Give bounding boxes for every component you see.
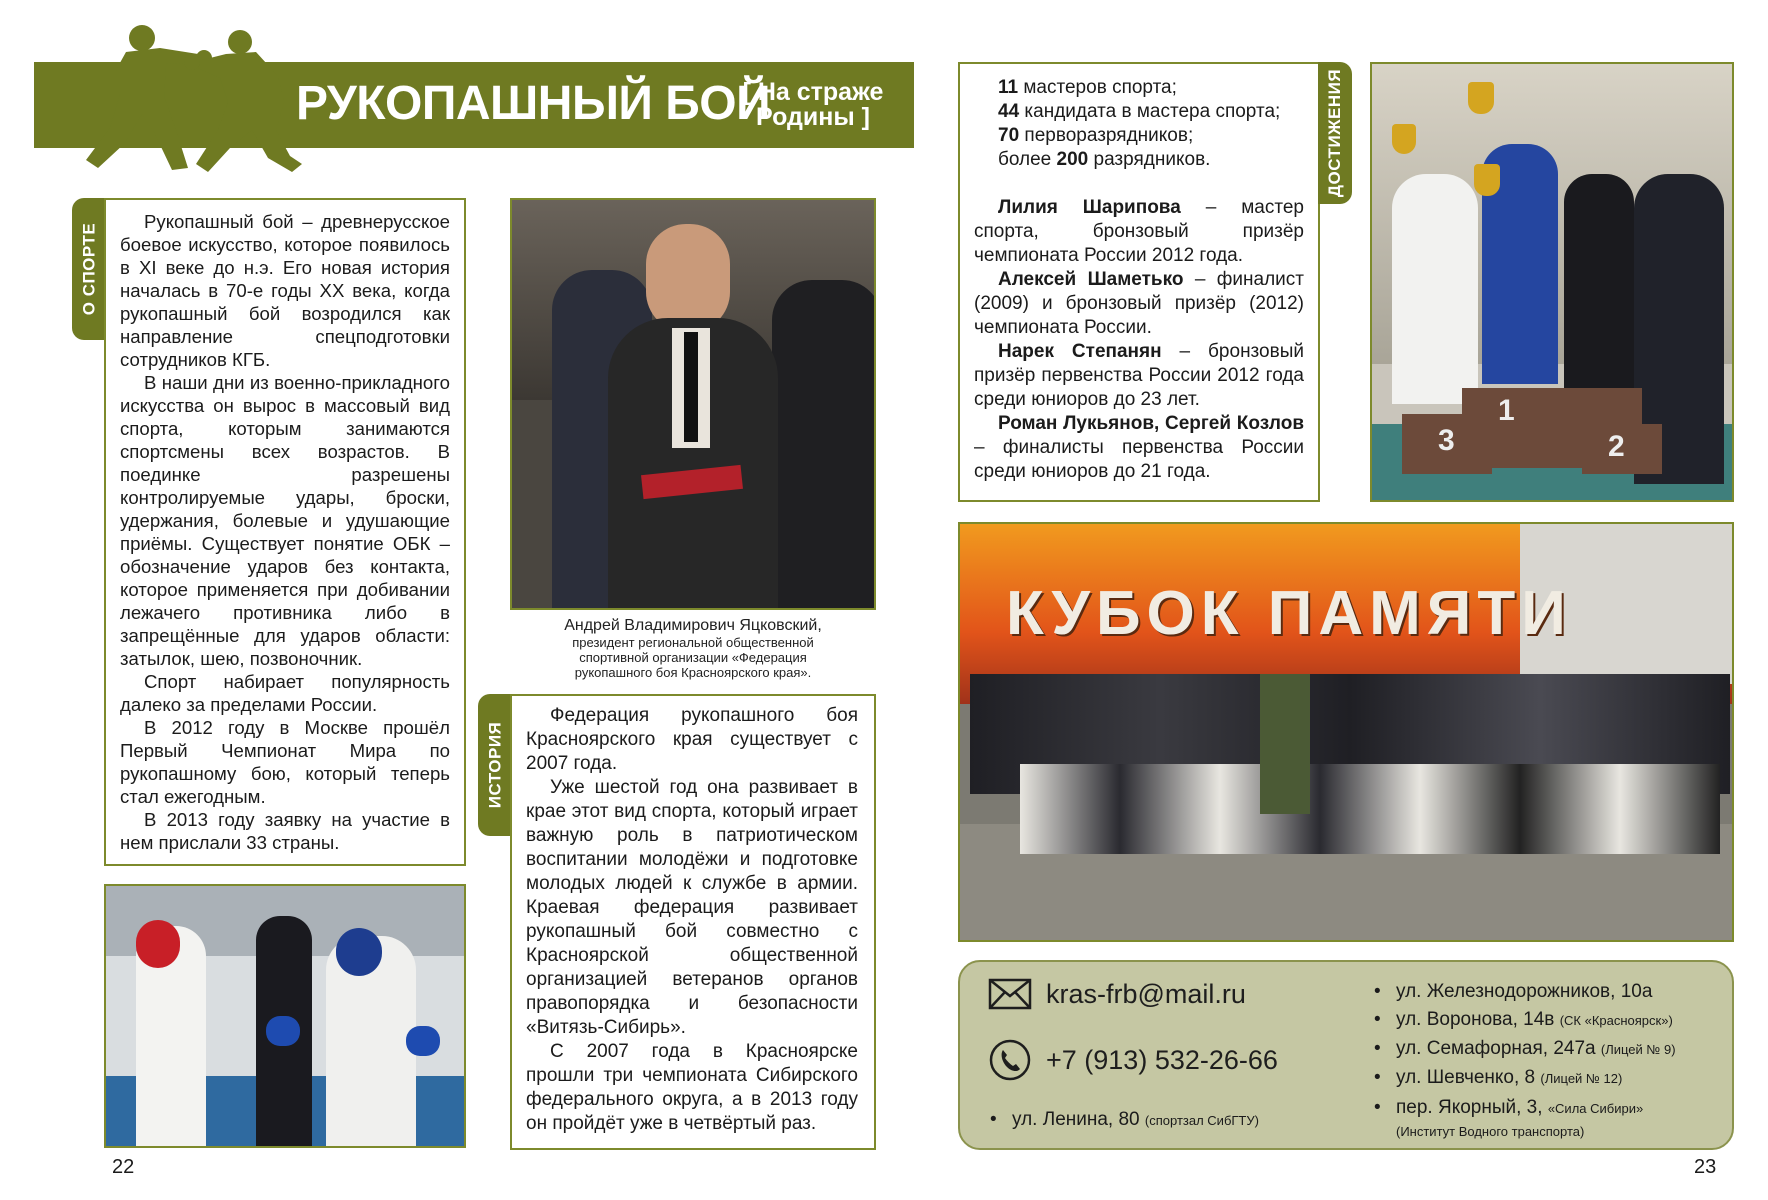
address-note: (спортзал СибГТУ) <box>1144 1113 1259 1128</box>
stat-text: мастеров спорта; <box>1018 77 1177 98</box>
email-row[interactable] <box>988 978 1246 1010</box>
athlete-desc: – бронзовый призёр первенства России 2012 года среди юниоров до 23 лет. <box>974 341 1304 410</box>
athletes-list <box>974 196 1304 484</box>
stat-text: кандидата в мастера спорта; <box>1019 101 1281 122</box>
address-item <box>1374 1064 1724 1093</box>
address-main: ул. Шевченко, 8 <box>1396 1067 1536 1088</box>
athlete-desc: – финалист (2009) и бронзовый призёр (2012) чемпионата России. <box>974 269 1304 338</box>
team-photo <box>958 522 1734 942</box>
athlete-item <box>974 412 1304 484</box>
tab-history-label: ИСТОРИЯ <box>485 721 505 809</box>
address-note: (Институт Водного транспорта) <box>1396 1124 1585 1139</box>
history-paragraph: Федерация рукопашного боя Красноярского края существует с 2007 года. <box>526 705 858 774</box>
address-note: (СК «Красноярск») <box>1559 1013 1673 1028</box>
bullet: • <box>1374 981 1381 1002</box>
bullet: • <box>1374 1038 1381 1059</box>
podium-place-3: 3 <box>1438 424 1455 457</box>
podium-place-1: 1 <box>1498 394 1515 427</box>
bullet: • <box>1374 1009 1381 1030</box>
podium-photo <box>1370 62 1734 502</box>
about-paragraph: В 2013 году заявку на участие в нем прислали 33 страны. <box>120 809 450 853</box>
about-paragraph: В 2012 году в Москве прошёл Первый Чемпионат Мира по рукопашному бою, который теперь стал ежегодным. <box>120 717 450 807</box>
stat-item <box>998 100 1304 124</box>
stat-prefix: более <box>998 149 1057 170</box>
about-text <box>120 210 450 854</box>
stat-text: разрядников. <box>1088 149 1211 170</box>
bullet: • <box>990 1109 997 1130</box>
address-main: ул. Семафорная, 247а <box>1396 1038 1596 1059</box>
stat-item <box>998 76 1304 100</box>
phone-row[interactable] <box>988 1038 1278 1082</box>
tab-achievements <box>1318 62 1352 204</box>
address-main: ул. Железнодорожников, 10а <box>1396 981 1653 1002</box>
page-number-right: 23 <box>1694 1156 1717 1178</box>
stat-number: 44 <box>998 101 1020 122</box>
athlete-item <box>974 340 1304 412</box>
address-note: (Лицей № 9) <box>1600 1042 1676 1057</box>
sparring-photo <box>104 884 466 1148</box>
phone-number[interactable]: +7 (913) 532-26-66 <box>1046 1044 1278 1075</box>
address-item <box>1374 1006 1724 1035</box>
athlete-item <box>974 196 1304 268</box>
address-item <box>1374 978 1724 1006</box>
athlete-name: Лилия Шарипова <box>998 197 1181 218</box>
stat-item <box>998 124 1304 148</box>
history-section <box>510 694 876 1150</box>
stat-number: 70 <box>998 125 1020 146</box>
address-note: (Лицей № 12) <box>1540 1071 1623 1086</box>
athlete-desc: – финалисты первенства России среди юниоров до 21 года. <box>974 437 1304 482</box>
tab-about-label: О СПОРТЕ <box>79 222 99 316</box>
address-note: «Сила Сибири» <box>1547 1101 1644 1116</box>
history-paragraph: Уже шестой год она развивает в крае этот вид спорта, который играет важную роль в патриотическом воспитании молодёжи и подготовке молодых людей к службе в армии. Краевая федерация развивает рукопашный бой совместно с Красноярской общественной организацией ветеранов органов правопорядка и безопасности «Витязь-Сибирь». <box>526 777 858 1038</box>
athlete-name: Алексей Шаметько <box>998 269 1184 290</box>
address-main: пер. Якорный, 3, <box>1396 1097 1543 1118</box>
address-item <box>1374 1097 1724 1143</box>
caption-name: Андрей Владимирович Яцковский, <box>564 617 822 634</box>
phone-icon <box>988 1038 1032 1082</box>
stats-list <box>974 76 1304 172</box>
portrait-caption <box>510 616 876 680</box>
tab-history <box>478 694 512 836</box>
athlete-name: Нарек Степанян <box>998 341 1162 362</box>
podium-place-2: 2 <box>1608 430 1625 463</box>
mail-icon <box>988 978 1032 1010</box>
page-subtitle <box>738 80 888 130</box>
address-left <box>990 1106 1259 1135</box>
about-section <box>104 198 466 866</box>
history-paragraph: С 2007 года в Красноярске прошли три чемпионата Сибирского федерального округа, а в 2013 году он пройдёт уже в четвёртый раз. <box>526 1041 858 1134</box>
athlete-item <box>974 268 1304 340</box>
about-paragraph: Спорт набирает популярность далеко за пределами России. <box>120 671 450 715</box>
address-item <box>1374 1035 1724 1064</box>
caption-role: президент региональной общественной спортивной организации «Федерация рукопашного боя Красноярского края». <box>572 635 814 680</box>
stat-number: 11 <box>998 77 1019 98</box>
achievements-section <box>958 62 1320 502</box>
about-paragraph: Рукопашный бой – древнерусское боевое искусство, которое появилось в XI веке до н.э. Его новая история началась в 70-е годы XX века, когда рукопашный бой возродился как направление спецподготовки сотрудников КГБ. <box>120 211 450 370</box>
subtitle-line-2: Родины ] <box>756 103 870 131</box>
athlete-name: Роман Лукьянов, Сергей Козлов <box>998 413 1304 434</box>
portrait-photo <box>510 198 876 610</box>
fighters-silhouette-icon <box>80 18 310 176</box>
stat-text: перворазрядников; <box>1019 125 1194 146</box>
tab-achievements-label: ДОСТИЖЕНИЯ <box>1325 68 1344 198</box>
address-main: ул. Ленина, 80 <box>1012 1109 1140 1130</box>
tab-about <box>72 198 106 340</box>
address-list <box>1374 978 1724 1143</box>
athlete-desc: – мастер спорта, бронзовый призёр чемпионата России 2012 года. <box>974 197 1304 266</box>
subtitle-line-1: [ На страже <box>742 78 884 106</box>
history-text <box>526 704 858 1136</box>
stat-number: 200 <box>1056 149 1089 170</box>
stat-item <box>998 148 1304 172</box>
banner-text: КУБОК ПАМЯТИ <box>1006 579 1572 648</box>
page-title: РУКОПАШНЫЙ БОЙ <box>296 77 771 130</box>
bullet: • <box>1374 1067 1381 1088</box>
bullet: • <box>1374 1097 1381 1118</box>
about-paragraph: В наши дни из военно-прикладного искусства он вырос в массовый вид спорта, которым занимаются спортсмены всех возрастов. В поединке разрешены контролируемые удары, броски, удержания, болевые и удушающие приёмы. Существует понятие ОБК – обозначение ударов без контакта, которое применяется при добивании лежачего противника либо в запрещённые для ударов области: затылок, шею, позвоночник. <box>120 372 450 669</box>
address-main: ул. Воронова, 14в <box>1396 1009 1555 1030</box>
page-number-left: 22 <box>112 1156 135 1178</box>
email-link[interactable]: kras-frb@mail.ru <box>1046 978 1246 1009</box>
